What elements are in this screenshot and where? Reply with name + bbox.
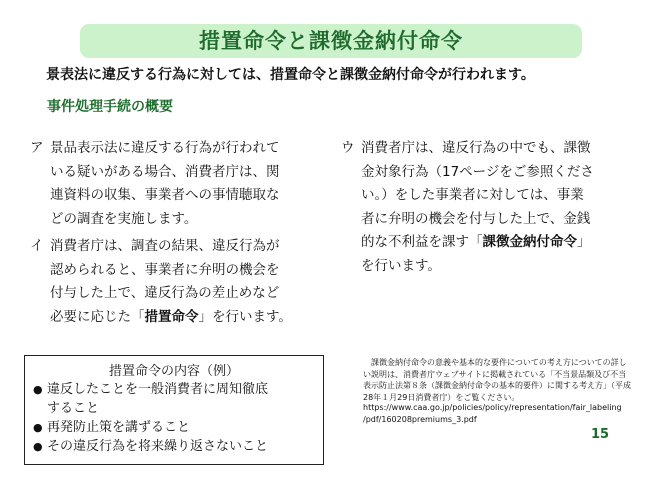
item-a-line-2: いる疑いがある場合、消費者庁は、関 xyxy=(50,163,280,180)
item-a-line-4: どの調査を実施します。 xyxy=(50,210,198,227)
item-u-line-1: 消費者庁は、違反行為の中でも、課徴 xyxy=(361,140,591,156)
bullet-icon: ● xyxy=(33,440,43,453)
item-u-line-3: い。）をした事業者に対しては、事業 xyxy=(361,187,584,203)
procedure-item-u xyxy=(341,137,641,278)
section-heading: 事件処理手続の概要 xyxy=(47,99,173,115)
box-title: 措置命令の内容（例） xyxy=(108,364,239,379)
item-a-line-3: 連資料の収集、事業者への事情聴取な xyxy=(50,187,280,203)
url-line-2[interactable]: /pdf/160208premiums_3.pdf xyxy=(363,414,477,424)
procedure-left-column xyxy=(30,137,345,333)
bullet-icon: ● xyxy=(33,421,43,434)
list-item xyxy=(25,380,323,418)
item-i-line-2: 認められると、事業者に弁明の機会を xyxy=(50,261,280,278)
list-item xyxy=(25,418,323,437)
item-u-line-2: 金対象行為（17ページをご参照くださ xyxy=(361,163,594,180)
item-marker-u: ウ xyxy=(341,140,355,156)
lead-sentence: 景表法に違反する行為に対しては、措置命令と課徴金納付命令が行われます。 xyxy=(46,67,535,83)
url-line-1[interactable]: https://www.caa.go.jp/policies/policy/representation/fair_labeling xyxy=(363,403,622,412)
page-number: 15 xyxy=(591,427,610,442)
example-1-line-2: すること xyxy=(47,401,100,416)
example-list xyxy=(25,380,323,456)
reference-url[interactable] xyxy=(363,402,643,425)
measure-order-examples-box xyxy=(24,355,324,465)
example-3: その違反行為を将来繰り返さないこと xyxy=(47,439,269,454)
page-title: 措置命令と課徴金納付命令 xyxy=(80,24,582,58)
example-2: 再発防止策を講ずること xyxy=(47,420,191,435)
item-i-line-4: 必要に応じた「措置命令」を行います。 xyxy=(50,308,292,325)
procedure-right-column xyxy=(341,137,641,282)
procedure-item-i xyxy=(30,235,345,329)
item-i-line-3: 付与した上で、違反行為の差止めなど xyxy=(50,285,280,301)
surcharge-order-term: 課徴金納付命令 xyxy=(482,234,577,250)
item-u-line-4: 者に弁明の機会を付与した上で、金銭 xyxy=(361,210,591,227)
measure-order-term: 措置命令 xyxy=(144,308,199,325)
item-marker-i: イ xyxy=(30,238,44,254)
item-u-line-6: を行います。 xyxy=(361,257,441,274)
procedure-item-a xyxy=(30,137,345,231)
note-text: 課徴金納付命令の意義や基本的な要件についての考え方についての詳しい説明は、消費者庁ウェブサイトに掲載されている「不当景品類及び不当表示防止法第８条（課徴金納付命令の基本的要件）に関する考え方」（平成28年１月29日消費者庁）をご覧ください。 xyxy=(363,358,631,402)
bullet-icon: ● xyxy=(33,383,43,396)
item-marker-a: ア xyxy=(30,140,44,156)
item-u-line-5: 的な不利益を課す「課徴金納付命令」 xyxy=(361,234,591,250)
reference-note xyxy=(363,357,633,403)
item-a-line-1: 景品表示法に違反する行為が行われて xyxy=(50,140,280,156)
item-i-line-1: 消費者庁は、調査の結果、違反行為が xyxy=(50,238,280,254)
list-item xyxy=(25,437,323,456)
example-1-line-1: 違反したことを一般消費者に周知徹底 xyxy=(47,382,269,397)
